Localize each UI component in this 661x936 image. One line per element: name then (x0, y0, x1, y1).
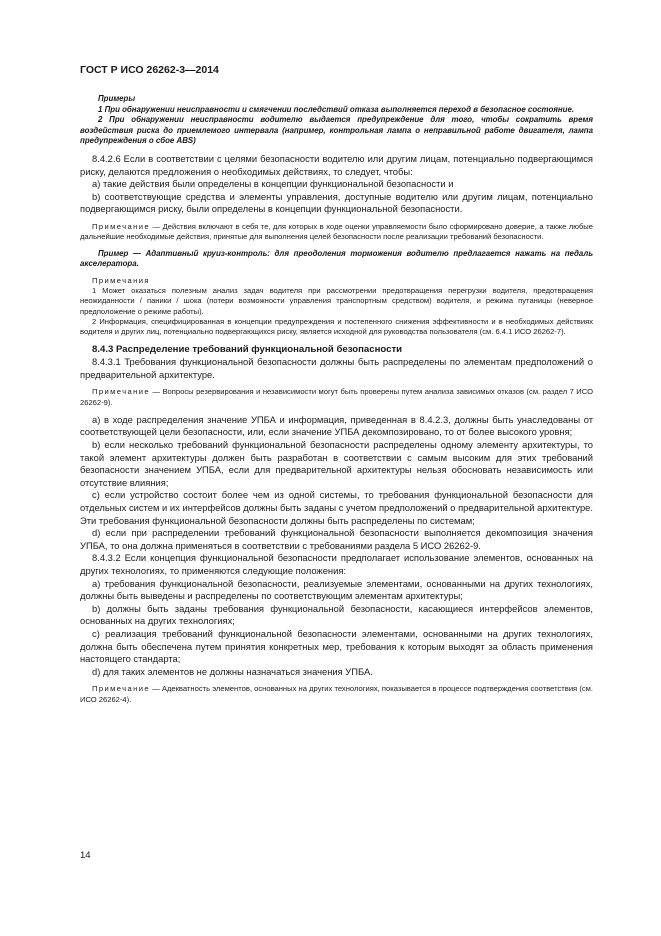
note-2: 2 Информация, специфицированная в концепции предупреждения и постепенного снижения эффективности и в необходимых действиях водителя и других лиц, потенциально подвергающихся риску, является исходной для руководства пользователя (см. 6.4.1 ИСО 26262-7). (80, 316, 593, 337)
example-2: 2 При обнаружении неисправности водителю выдается предупреждение для того, чтобы сократить время воздействия риска до приемлемого интервала (например, контрольная лампа о неправильной работе двигателя, лампа предупреждения о сбое ABS) (80, 115, 593, 146)
note-text: — Вопросы резервирования и независимости могут быть проверены путем анализа зависимых отказов (см. раздел 7 ИСО 26262-9). (80, 387, 593, 407)
section-heading-8-4-3: 8.4.3 Распределение требований функциональной безопасности (92, 343, 403, 355)
item-b: b) соответствующие средства и элементы управления, доступные водителю или другим лицам, потенциально подвергающимся риску, были определены в концепции функциональной безопасности. (80, 190, 593, 215)
page-number: 14 (80, 850, 91, 861)
note-8-4-3-2 (80, 684, 593, 705)
note-8-4-3-1 (80, 387, 593, 408)
item-a: а) такие действия были определены в концепции функциональной безопасности и (92, 178, 454, 190)
example-1: 1 При обнаружении неисправности и смягчении последствий отказа выполняется переход в безопасное состояние. (98, 104, 575, 114)
example-acc: Пример — Адаптивный круиз-контроль: для преодоления торможения водителю предлагается нажать на педаль акселератора. (80, 248, 593, 269)
clause-8-4-2-6: 8.4.2.6 Если в соответствии с целями безопасности водителю или другим лицам, потенциально подвергающимся риску, делаются предложения о необходимых действиях, то следует, чтобы: (80, 152, 593, 177)
item-a: а) требования функциональной безопасности, реализуемые элементами, основанными на других технологиях, должны быть выведены и распределены по соответствующим элементам архитектуры; (80, 577, 593, 602)
note-text: — Адекватность элементов, основанных на других технологиях, показывается в процессе подтверждения соответствия (см. ИСО 26262-4). (80, 684, 593, 704)
note-label: Примечание (92, 684, 150, 694)
note-label: Примечание (92, 221, 150, 231)
page-body (80, 94, 593, 705)
clause-8-4-3-1: 8.4.3.1 Требования функциональной безопасности должны быть распределены по элементам предположений о предварительной архитектуре. (80, 356, 593, 380)
item-b: b) если несколько требований функциональной безопасности распределены одному элементу архитектуры, то такой элемент архитектуры должен быть разработан в соответствии с самым высоким для этих требований безопасности значением УПБА, если для предварительной архитектуры нельзя обосновать независимость или отсутствие влияния; (80, 439, 593, 488)
page-header: ГОСТ Р ИСО 26262-3—2014 (80, 64, 219, 76)
note-8-4-2-6 (80, 222, 593, 243)
item-d: d) если при распределении требований функциональной безопасности выполняется декомпозиция значения УПБА, то она должна применяться в соответствии с требованиями раздела 5 ИСО 26262-9. (80, 527, 593, 551)
note-text: — Действия включают в себя те, для которых в ходе оценки управляемости было сформировано доверие, а также любые дальнейшие необходимые действия, принятые для выполнения целей безопасности после реализации требований безопасности. (80, 221, 593, 242)
note-label: Примечание (92, 387, 150, 397)
item-c: c) если устройство состоит более чем из одной системы, то требования функциональной безопасности для отдельных систем и их интерфейсов должны быть заданы с учетом предположений о предварительной архитектуре. Эти требования функциональной безопасности должны быть распределены по системам; (80, 489, 593, 526)
item-d: d) для таких элементов не должны назначаться значения УПБА. (92, 665, 373, 677)
clause-8-4-3-2: 8.4.3.2 Если концепция функциональной безопасности предполагает использование элементов, основанных на других технологиях, то применяются следующие положения: (80, 552, 593, 576)
item-c: c) реализация требований функциональной безопасности элементами, основанными на других технологиях, должна быть обеспечена путем принятия конкретных мер, требования к которым выходят за область применения настоящего стандарта; (80, 627, 593, 665)
item-a: а) в ходе распределения значение УПБА и информация, приведенная в 8.4.2.3, должны быть унаследованы от соответствующей цели безопасности, или, если значение УПБА декомпозировано, то от более высокого уровня; (80, 413, 593, 438)
item-b: b) должны быть заданы требования функциональной безопасности, касающиеся интерфейсов элементов, основанных на других технологиях; (80, 602, 593, 627)
notes-label: Примечания (92, 275, 150, 285)
examples-label: Примеры (98, 94, 136, 103)
note-1: 1 Может оказаться полезным анализ задач водителя при рассмотрении предотвращения перегрузки водителя, предотвращения неожиданности / паники / шока (потери возможности управления транспортным средством) водителя, и режима путаницы (неверное предположение о режиме работы). (80, 286, 593, 316)
